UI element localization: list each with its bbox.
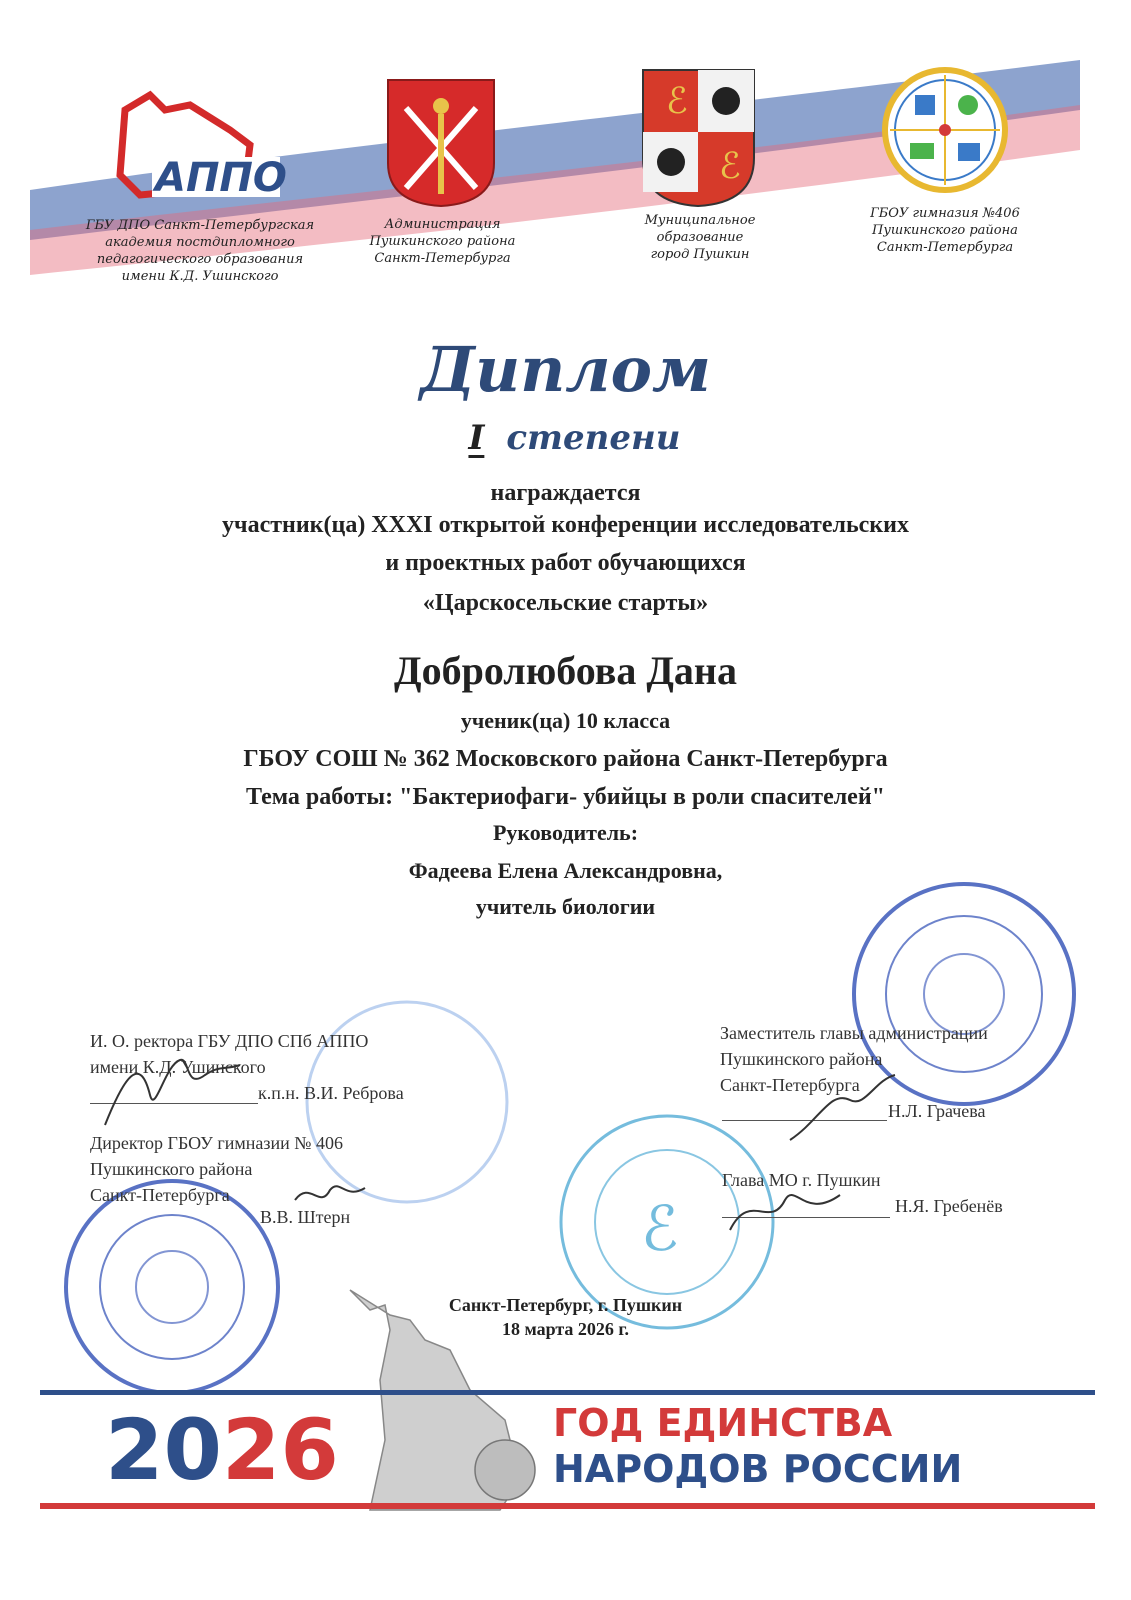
caption-line: Администрация [384,217,501,232]
org-caption-gymnasium [855,205,1035,256]
rector-signature-icon [95,1035,245,1135]
footer-stripe-blue [40,1390,1095,1395]
caption-line: образование [656,230,744,245]
participant-line-1: участник(ца) XXXI открытой конференции исследовательских [222,512,909,538]
conference-name: «Царскосельские старты» [422,590,709,616]
supervisor-name: Фадеева Елена Александровна, [408,858,723,883]
spb-coat-of-arms-icon [386,78,496,208]
degree-word: степени [506,418,681,458]
caption-line: Пушкинского района [369,234,516,249]
head-signature-icon [725,1170,845,1250]
svg-text:ℰ: ℰ [719,146,741,187]
footer-slogan-line-2: НАРОДОВ РОССИИ [553,1447,963,1491]
signatory-name: Н.Я. Гребенёв [895,1196,1003,1216]
signature-line: Пушкинского района [90,1159,253,1179]
work-topic: Тема работы: "Бактериофаги- убийцы в роли спасителей" [246,784,885,810]
participant-line-2: и проектных работ обучающихся [385,550,746,576]
deputy-signature-icon [780,1060,900,1150]
caption-line: ГБОУ гимназия №406 [870,206,1020,221]
degree-line [0,418,1131,458]
place-date [0,1293,1131,1341]
supervisor-label: Руководитель: [492,820,639,845]
svg-text:ℰ: ℰ [641,1192,679,1265]
diploma-title: Диплом [420,333,711,406]
signatory-name: В.В. Штерн [260,1207,351,1227]
signature-line: Пушкинского района [720,1049,883,1069]
footer-year [105,1400,339,1500]
caption-line: Санкт-Петербурга [876,240,1014,255]
student-grade: ученик(ца) 10 класса [460,708,671,733]
org-caption-appo [80,217,320,285]
date-text: 18 марта 2026 г. [501,1319,630,1339]
caption-line: имени К.Д. Ушинского [121,269,279,284]
signature-line: И. О. ректора ГБУ ДПО СПб АППО [90,1031,369,1051]
caption-line: Пушкинского района [872,223,1018,238]
pushkin-coat-of-arms-icon [641,68,756,208]
student-school: ГБОУ СОШ № 362 Московского района Санкт-Петербурга [243,746,888,772]
footer-slogan-line-1: ГОД ЕДИНСТВА [553,1401,893,1445]
gymnasium-406-emblem-icon [880,65,1010,195]
signature-line: Заместитель главы администрации [720,1023,988,1043]
caption-line: Муниципальное [644,213,756,228]
year-part-blue: 20 [105,1401,222,1499]
signature-line: Глава МО г. Пушкин [722,1170,881,1190]
caption-line: педагогического образования [96,252,304,267]
place-text: Санкт-Петербург, г. Пушкин [448,1295,683,1315]
caption-line: ГБУ ДПО Санкт-Петербургская [85,218,315,233]
signature-line: имени К.Д. Ушинского [90,1057,266,1077]
footer-stripe-red [40,1503,1095,1509]
degree-numeral: I [468,418,485,458]
signature-line: Санкт-Петербурга [90,1185,230,1205]
appo-logo-block [80,85,320,295]
awarded-text: награждается [490,480,641,506]
year-part-red: 26 [221,1401,339,1499]
svg-text:ℰ: ℰ [666,81,688,122]
supervisor-position: учитель биологии [475,894,656,919]
minin-pozharsky-monument-icon [330,1270,545,1520]
appo-logo-text: АППО [155,155,287,201]
director-signature-icon [290,1170,370,1220]
signature-line: Директор ГБОУ гимназии № 406 [90,1133,343,1153]
caption-line: Санкт-Петербурга [374,251,511,266]
caption-line: академия постдипломного [105,235,295,250]
signature-block-director [90,1130,450,1230]
caption-line: город Пушкин [650,247,750,262]
org-caption-municipal [620,212,780,263]
recipient-name: Добролюбова Дана [394,648,737,693]
signatory-name: Н.Л. Грачева [888,1101,986,1121]
signatory-name: к.п.н. В.И. Реброва [258,1083,404,1103]
org-caption-admin [355,216,530,267]
signature-line: Санкт-Петербурга [720,1075,860,1095]
